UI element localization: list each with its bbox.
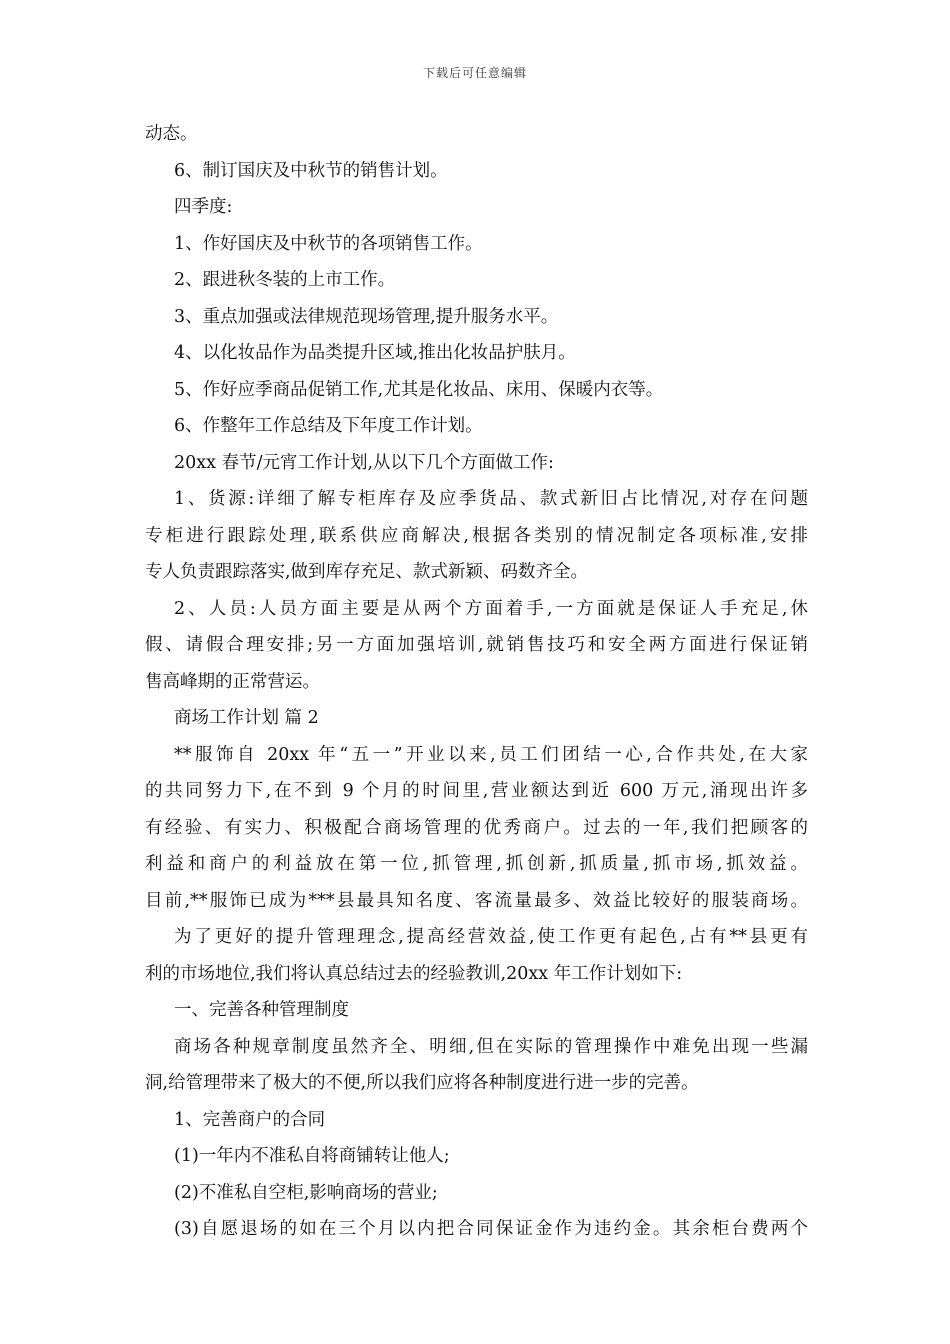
text-line: 专人负责跟踪落实,做到库存充足、款式新颖、码数齐全。: [145, 562, 589, 582]
text-line: 6、制订国庆及中秋节的销售计划。: [174, 160, 448, 181]
text-line: 4、以化妆品作为品类提升区域,推出化妆品护肤月。: [174, 343, 576, 363]
text-line: 20xx 春节/元宵工作计划,从以下几个方面做工作:: [174, 452, 554, 473]
text-line: (2)不准私自空柜,影响商场的营业;: [174, 1182, 438, 1203]
text-line: 动态。: [145, 124, 198, 144]
text-line: 有经验、有实力、积极配合商场管理的优秀商户。过去的一年,我们把顾客的: [145, 817, 808, 838]
text-line: 商场工作计划 篇 2: [174, 708, 319, 728]
text-line: 1、货源:详细了解专柜库存及应季货品、款式新旧占比情况,对存在问题: [174, 489, 808, 509]
text-line: 一、完善各种管理制度: [174, 1000, 349, 1020]
text-line: 目前,**服饰已成为***县最具知名度、客流量最多、效益比较好的服装商场。: [145, 890, 808, 911]
text-line: (1)一年内不准私自将商铺转让他人;: [174, 1146, 450, 1166]
text-line: **服饰自 20xx 年“五一”开业以来,员工们团结一心,合作共处,在大家: [174, 744, 808, 765]
text-line: 的共同努力下,在不到 9 个月的时间里,营业额达到近 600 万元,涌现出许多: [145, 781, 808, 801]
text-line: 售高峰期的正常营运。: [145, 671, 320, 692]
text-line: 1、完善商户的合同: [174, 1109, 326, 1130]
document-body: [145, 116, 808, 1248]
text-line: 利的市场地位,我们将认真总结过去的经验教训,20xx 年工作计划如下:: [145, 963, 683, 984]
text-line: 商场各种规章制度虽然齐全、明细,但在实际的管理操作中难免出现一些漏: [174, 1036, 808, 1057]
text-line: 2、跟进秋冬装的上市工作。: [174, 270, 396, 290]
text-line: 利益和商户的利益放在第一位,抓管理,抓创新,抓质量,抓市场,抓效益。: [145, 854, 808, 874]
text-line: 5、作好应季商品促销工作,尤其是化妆品、床用、保暖内衣等。: [174, 379, 664, 400]
text-line: 专柜进行跟踪处理,联系供应商解决,根据各类别的情况制定各项标准,安排: [145, 525, 808, 546]
text-line: 6、作整年工作总结及下年度工作计划。: [174, 416, 483, 436]
text-line: 1、作好国庆及中秋节的各项销售工作。: [174, 233, 483, 254]
text-line: 洞,给管理带来了极大的不便,所以我们应将各种制度进行进一步的完善。: [145, 1073, 699, 1093]
text-line: 3、重点加强或法律规范现场管理,提升服务水平。: [174, 306, 559, 327]
text-line: 为了更好的提升管理理念,提高经营效益,使工作更有起色,占有**县更有: [174, 927, 808, 947]
text-line: 2、人员:人员方面主要是从两个方面着手,一方面就是保证人手充足,休: [174, 598, 808, 619]
page-header: 下载后可任意编辑: [422, 66, 527, 80]
text-line: 假、请假合理安排;另一方面加强培训,就销售技巧和安全两方面进行保证销: [145, 635, 808, 655]
text-line: (3)自愿退场的如在三个月以内把合同保证金作为违约金。其余柜台费两个: [174, 1219, 808, 1239]
text-line: 四季度:: [174, 197, 233, 217]
